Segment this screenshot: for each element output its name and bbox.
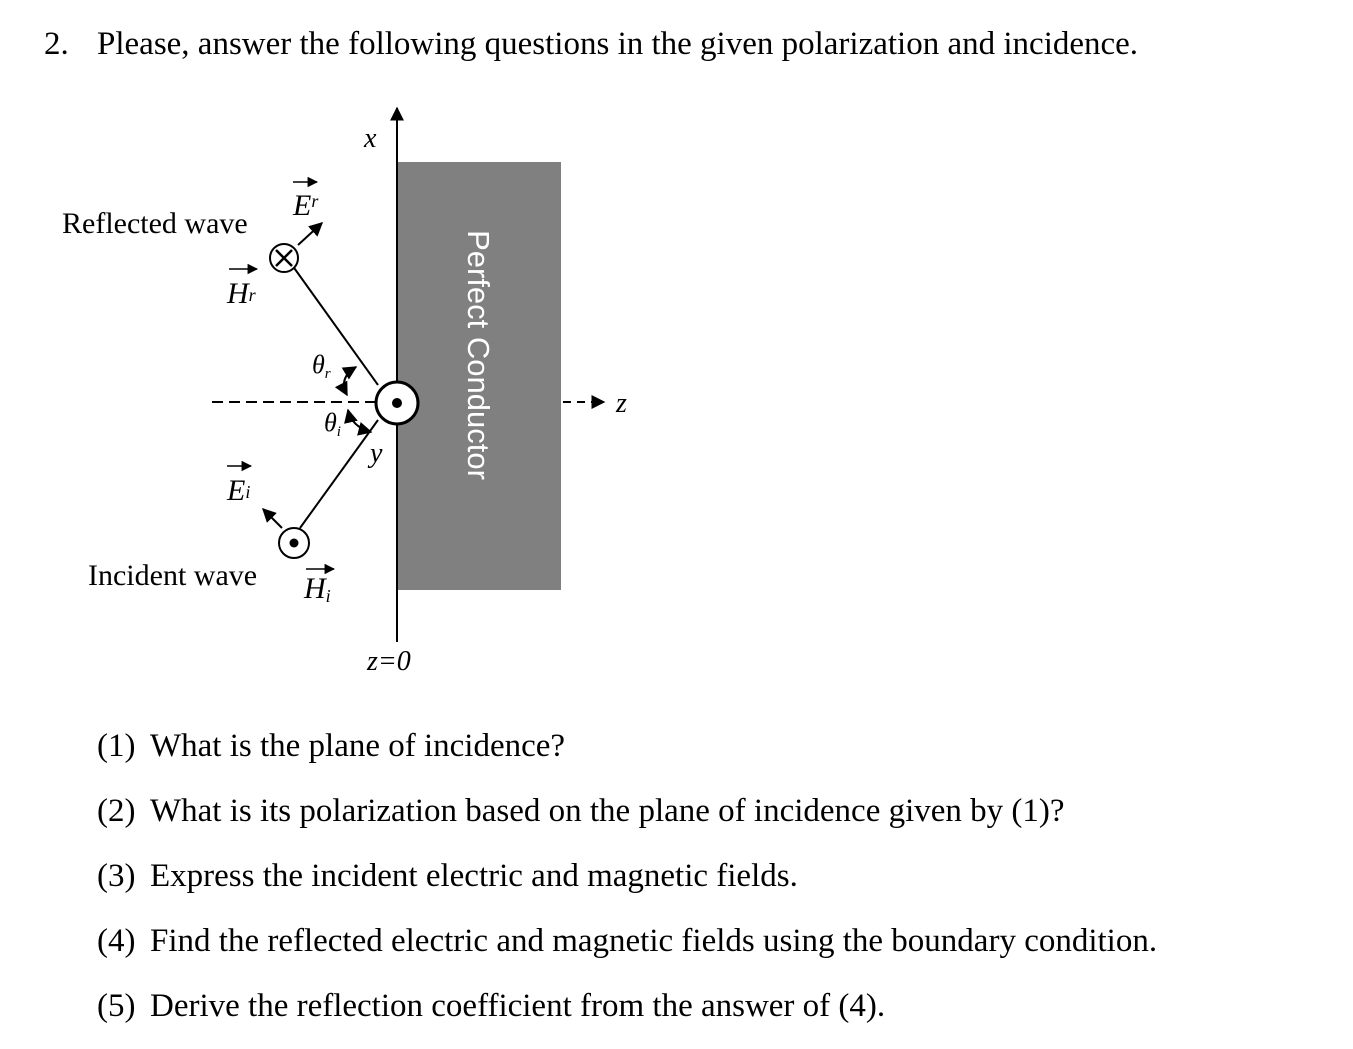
reflected-wave-label: Reflected wave: [62, 207, 248, 240]
z-axis-label: z: [616, 388, 627, 419]
question-text: What is its polarization based on the plane of incidence given by (1)?: [150, 793, 1065, 829]
question-text: Find the reflected electric and magnetic fields using the boundary condition.: [150, 923, 1158, 959]
question-number: (4): [97, 923, 136, 959]
question-number: (5): [97, 988, 136, 1024]
reflection-diagram: [0, 90, 700, 700]
incident-h-dot: [290, 539, 299, 548]
conductor-label: Perfect Conductor: [461, 230, 496, 480]
y-axis-label: y: [370, 438, 383, 469]
question-number: (3): [97, 858, 136, 894]
theta-i-arc: [348, 410, 371, 432]
question-number: (2): [97, 793, 136, 829]
question-item: [97, 984, 1157, 1049]
question-number: (1): [97, 728, 136, 764]
incident-e-arrow: [263, 509, 282, 528]
ei-label: Ei: [227, 474, 251, 507]
problem-prompt: Please, answer the following questions in the given polarization and incidence.: [97, 26, 1139, 62]
hr-label: Hr: [227, 277, 256, 310]
question-list: [97, 724, 1157, 1049]
hi-label: Hi: [304, 572, 331, 606]
diagram-svg: [0, 90, 700, 700]
reflected-ray: [287, 258, 378, 385]
question-text: What is the plane of incidence?: [150, 728, 566, 764]
theta-r-label: θr: [312, 350, 331, 382]
theta-i-label: θi: [324, 408, 341, 440]
question-item: [97, 919, 1157, 984]
problem-number: 2.: [44, 26, 69, 62]
boundary-label: z=0: [367, 646, 411, 677]
question-item: [97, 789, 1157, 854]
question-item: [97, 724, 1157, 789]
reflected-e-arrow: [298, 223, 322, 245]
incident-wave-label: Incident wave: [88, 559, 258, 592]
er-label: $E^r$: [293, 189, 319, 222]
question-text: Derive the reflection coefficient from the answer of (4).: [150, 988, 886, 1024]
question-text: Express the incident electric and magnetic fields.: [150, 858, 798, 894]
y-axis-dot: [392, 398, 402, 408]
question-item: [97, 854, 1157, 919]
x-axis-label: x: [364, 123, 377, 154]
problem-heading: [44, 26, 1138, 63]
theta-r-arc: [344, 367, 356, 395]
